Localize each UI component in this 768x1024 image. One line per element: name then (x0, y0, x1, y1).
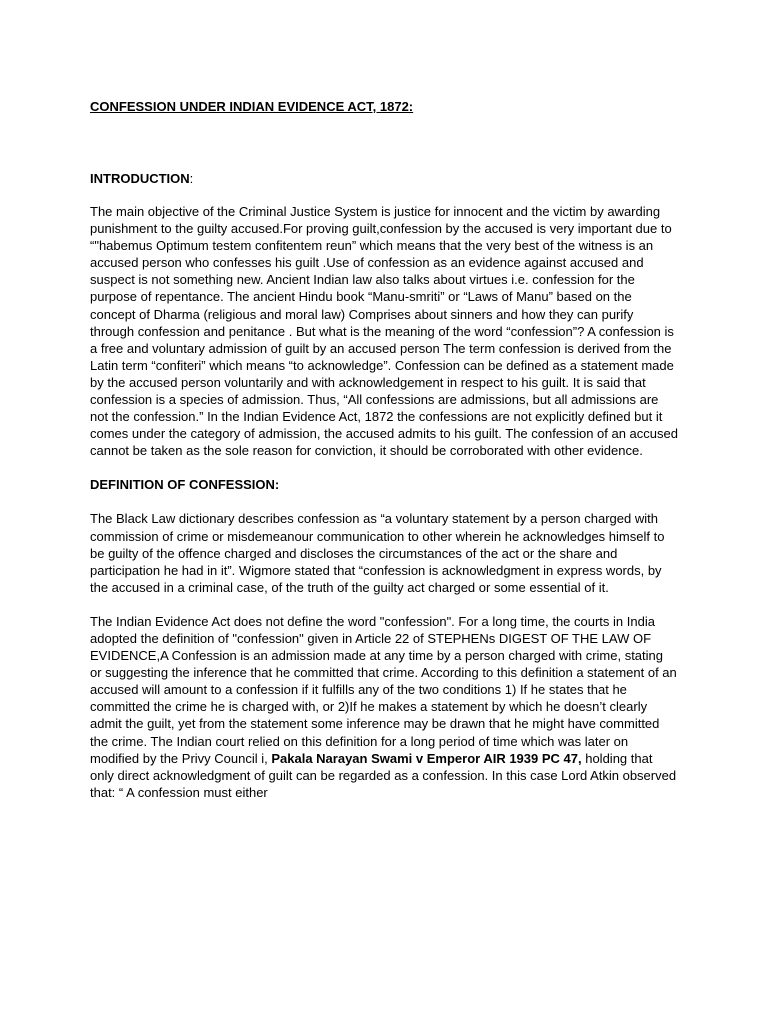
definition-paragraph-1: The Black Law dictionary describes confession as “a voluntary statement by a person charged with commission of crime or misdemeanour communication to other wherein he acknowledges himself to be guilty of the offence charged and discloses the circumstances of the act or the share and participation he had in it”. Wigmore stated that “confession is acknowledgment in express words, by the accused in a criminal case, of the truth of the guilty act charged or some essential of it. (90, 511, 665, 595)
definition-paragraph-2-text: The Indian Evidence Act does not define the word "confession". For a long time, the courts in India adopted the definition of "confession" given in Article 22 of STEPHENs DIGEST OF THE LAW OF EVIDENCE,A Confession is an admission made at any time by a person charged with crime, stating or suggesting the inference that he committed that crime. According to this definition a statement of an accused will amount to a confession if it fulfills any of the two conditions 1) If he states that he committed the crime he is charged with, or 2)If he makes a statement by which he doesn’t clearly admit the guilt, yet from the statement some inference may be drawn that he might have committed the crime. The Indian court relied on this definition for a long period of time which was later on modified by the Privy Council i, (90, 613, 677, 766)
definition-paragraph-2 (90, 613, 678, 801)
introduction-heading-text: INTRODUCTION (90, 171, 190, 186)
definition-paragraph-2-continuation: holding that only direct acknowledgment of guilt can be regarded as a confession. In this case Lord Atkin observed that: “ A confession must either (90, 750, 677, 800)
document-title: CONFESSION UNDER INDIAN EVIDENCE ACT, 1872: (90, 99, 414, 114)
introduction-paragraph: The main objective of the Criminal Justice System is justice for innocent and the victim by awarding punishment to the guilty accused.For proving guilt,confession by the accused is very important due to “"habemus Optimum testem confitentem reun” which means that the very best of the witness is an accused person who confesses his guilt .Use of confession as an evidence against accused and suspect is not something new. Ancient Indian law also talks about virtues i.e. confession for the purpose of repentance. The ancient Hindu book “Manu-smriti” or “Laws of Manu” based on the concept of Dharma (religious and moral law) Comprises about sinners and how they can purify through confession and penitance . But what is the meaning of the word “confession”? A confession is a free and voluntary admission of guilt by an accused person The term confession is derived from the Latin term “confiteri” which means “to acknowledge”. Confession can be defined as a statement made by the accused person voluntarily and with acknowledgement in respect to his guilt. It is said that confession is a species of admission. Thus, “All confessions are admissions, but all admissions are not the confession.” In the Indian Evidence Act, 1872 the confessions are not explicitly defined but it comes under the category of admission, the accused admits to his guilt. The confession of an accused cannot be taken as the sole reason for conviction, it should be corroborated with other evidence. (90, 204, 678, 459)
case-citation: Pakala Narayan Swami v Emperor AIR 1939 PC 47, (271, 750, 582, 766)
introduction-heading-colon: : (189, 171, 194, 186)
definition-heading: DEFINITION OF CONFESSION: (90, 477, 280, 493)
introduction-heading (90, 170, 678, 187)
